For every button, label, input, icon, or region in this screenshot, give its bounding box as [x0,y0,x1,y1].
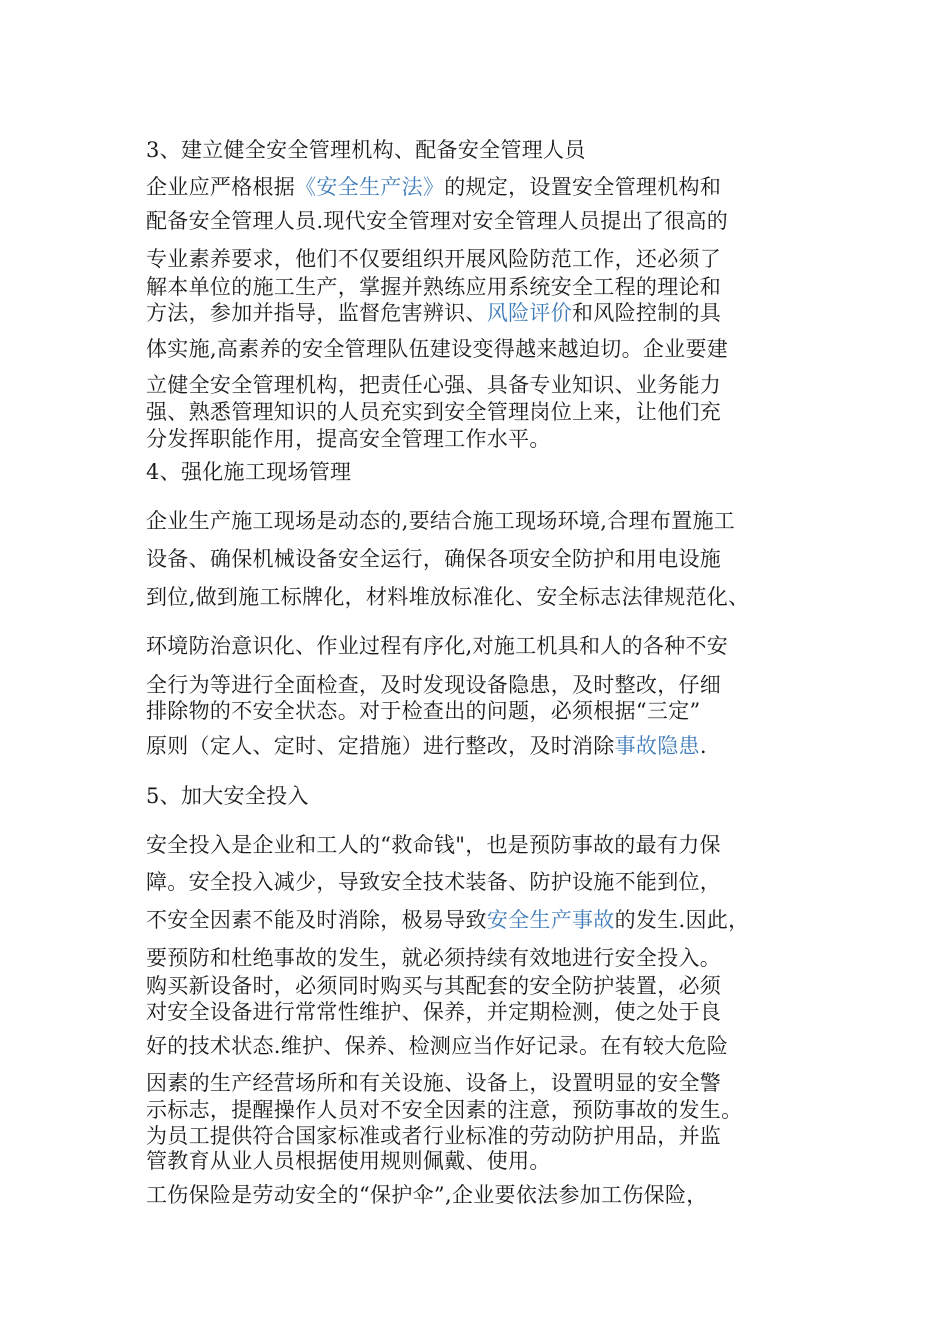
text-span: 环境防治意识化、作业过程有序化,对施工机具和人的各种不安 [146,634,729,658]
text-line [146,1070,721,1096]
text-span: 体实施,高素养的安全管理队伍建设变得越来越迫切。企业要建 [146,337,729,361]
text-line [146,1182,708,1208]
text-span: 购买新设备时，必须同时购买与其配套的安全防护装置，必须 [146,974,722,998]
text-line [146,336,728,362]
text-line [146,174,721,200]
text-line [146,459,351,485]
text-span: 排除物的不安全状态。对于检查出的问题，必须根据“三定” [146,699,701,723]
text-line [146,246,721,272]
document-link[interactable]: 风险评价 [486,301,573,325]
text-line [146,300,721,326]
text-span: 全行为等进行全面检查，及时发现设备隐患，及时整改，仔细 [146,673,722,697]
text-span: 分发挥职能作用，提高安全管理工作水平。 [146,427,551,451]
text-span: 企业生产施工现场是动态的,要结合施工现场环境,合理布置施工 [146,509,736,533]
text-line [146,999,721,1025]
document-link[interactable]: 安全生产事故 [486,908,615,932]
text-span: 和风险控制的具 [572,301,722,325]
text-span: 方法，参加并指导，监督危害辨识、 [146,301,487,325]
text-line [146,584,749,610]
text-line [146,1033,728,1059]
document-link[interactable]: 事故隐患 [614,734,700,758]
text-line [146,869,721,895]
text-span: 对安全设备进行常常性维护、保养，并定期检测，使之处于良 [146,1000,722,1024]
text-line [146,1097,742,1123]
text-span: 示标志，提醒操作人员对不安全因素的注意，预防事故的发生。 [146,1098,743,1122]
text-span: 原则（定人、定时、定措施）进行整改，及时消除 [146,734,615,758]
text-span: 强、熟悉管理知识的人员充实到安全管理岗位上来，让他们充 [146,400,722,424]
text-line [146,973,721,999]
text-line [146,945,721,971]
text-line [146,1148,551,1174]
text-line [146,508,735,534]
text-span: 专业素养要求，他们不仅要组织开展风险防范工作，还必须了 [146,247,722,271]
text-span: 管教育从业人员根据使用规则佩戴、使用。 [146,1149,551,1173]
text-line [146,832,721,858]
text-span: 不安全因素不能及时消除，极易导致 [146,908,487,932]
text-line [146,672,721,698]
text-span: 要预防和杜绝事故的发生，就必须持续有效地进行安全投入。 [146,946,722,970]
text-line [146,633,728,659]
text-line [146,208,728,234]
text-span: . [699,734,707,758]
text-span: 立健全安全管理机构，把责任心强、具备专业知识、业务能力 [146,373,722,397]
text-span: 安全投入是企业和工人的“救命钱"，也是预防事故的最有力保 [146,833,721,857]
text-span: 为员工提供符合国家标准或者行业标准的劳动防护用品，并监 [146,1124,722,1148]
text-line [146,372,721,398]
document-link[interactable]: 《安全生产法》 [295,175,445,199]
text-span: 障。安全投入减少，导致安全技术装备、防护设施不能到位， [146,870,722,894]
text-span: 的发生.因此， [614,908,750,932]
text-span: 配备安全管理人员.现代安全管理对安全管理人员提出了很高的 [146,209,729,233]
text-line [146,783,309,809]
text-line [146,698,701,724]
text-span: 的规定，设置安全管理机构和 [444,175,722,199]
text-line [146,274,721,300]
text-span: 到位,做到施工标牌化，材料堆放标准化、安全标志法律规范化、 [146,585,750,609]
text-line [146,733,707,759]
text-span: 4、强化施工现场管理 [146,460,352,484]
text-span: 工伤保险是劳动安全的“保护伞”,企业要依法参加工伤保险， [146,1183,708,1207]
text-line [146,546,721,572]
text-line [146,907,749,933]
text-span: 好的技术状态.维护、保养、检测应当作好记录。在有较大危险 [146,1034,729,1058]
text-span: 设备、确保机械设备安全运行，确保各项安全防护和用电设施 [146,547,722,571]
text-span: 3、建立健全安全管理机构、配备安全管理人员 [146,138,586,162]
text-line [146,137,586,163]
text-line [146,399,721,425]
text-span: 因素的生产经营场所和有关设施、设备上，设置明显的安全警 [146,1071,722,1095]
text-span: 企业应严格根据 [146,175,296,199]
text-span: 5、加大安全投入 [146,784,309,808]
text-span: 解本单位的施工生产，掌握并熟练应用系统安全工程的理论和 [146,275,722,299]
text-line [146,426,551,452]
text-line [146,1123,721,1149]
